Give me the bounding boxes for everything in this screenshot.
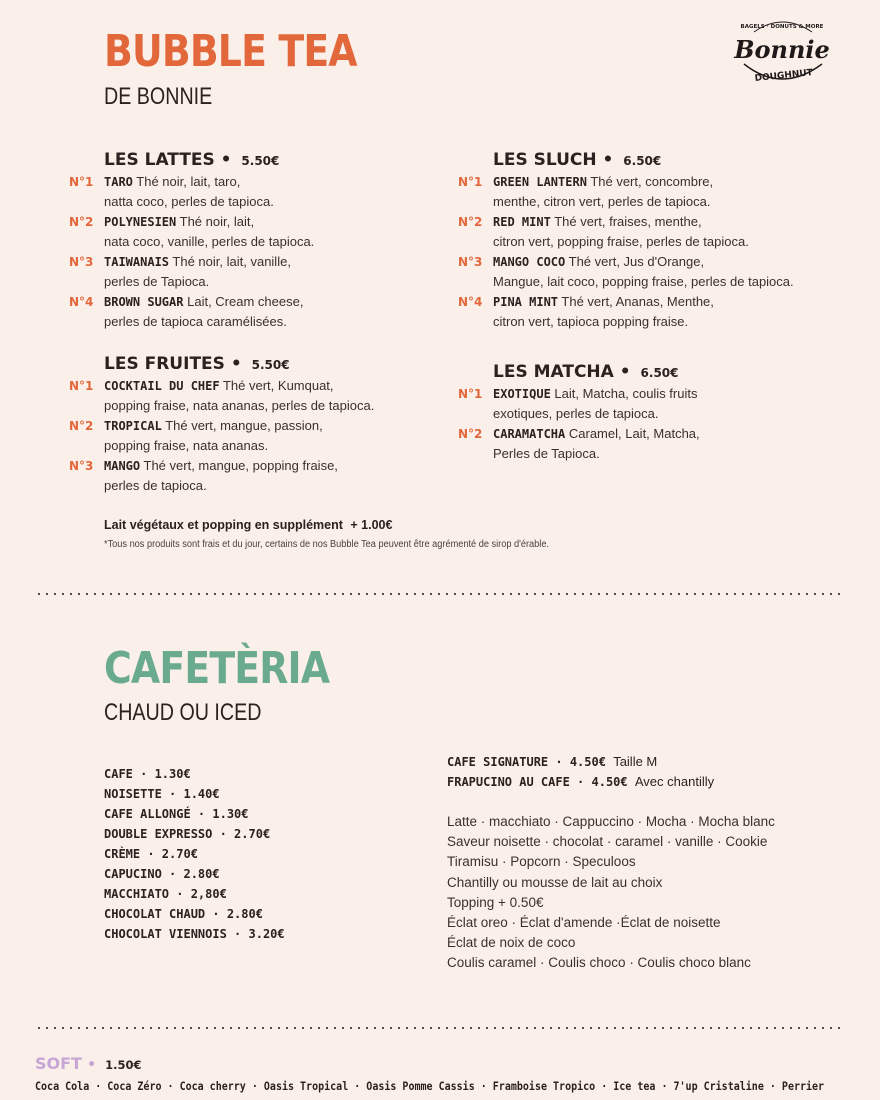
item-number: N°1 bbox=[69, 175, 94, 189]
item-desc: perles de tapioca caramélisées. bbox=[104, 314, 287, 329]
cafe-specials bbox=[447, 752, 714, 792]
svg-text:DOUGHNUT: DOUGHNUT bbox=[754, 67, 814, 85]
item-desc: Thé vert, Jus d'Orange, bbox=[568, 254, 705, 269]
item-desc: Lait, Cream cheese, bbox=[187, 294, 304, 309]
cafe-item: CRÈME · 2.70€ bbox=[104, 847, 198, 861]
menu-item bbox=[69, 376, 375, 416]
bubble-tea-title: BUBBLE TEA bbox=[104, 26, 357, 77]
soft-bullet: • bbox=[87, 1057, 97, 1073]
bubble-tea-subtitle: DE BONNIE bbox=[104, 83, 213, 110]
item-desc: Thé noir, lait, vanille, bbox=[172, 254, 291, 269]
option-line: Tiramisu · Popcorn · Speculoos bbox=[447, 854, 636, 870]
cafe-item: CAPUCINO · 2.80€ bbox=[104, 867, 220, 881]
item-name: GREEN LANTERN bbox=[493, 175, 587, 189]
cafe-item: MACCHIATO · 2,80€ bbox=[104, 887, 227, 901]
section-name: LES MATCHA bbox=[493, 362, 614, 382]
cafe-item: NOISETTE · 1.40€ bbox=[104, 787, 220, 801]
cafe-options bbox=[447, 812, 775, 974]
item-number: N°3 bbox=[69, 255, 94, 269]
section-price: 6.50€ bbox=[640, 366, 679, 380]
supplement-text: Lait végétaux et popping en supplément bbox=[104, 518, 343, 532]
item-desc: Thé vert, concombre, bbox=[590, 174, 714, 189]
item-name: COCKTAIL DU CHEF bbox=[104, 379, 220, 393]
bonnie-doughnut-logo bbox=[724, 12, 840, 94]
option-line: Éclat de noix de coco bbox=[447, 935, 576, 951]
option-line: Topping + 0.50€ bbox=[447, 894, 544, 910]
section-price: 5.50€ bbox=[241, 154, 280, 168]
cafe-frapucino bbox=[447, 772, 714, 792]
supplement-price: + 1.00€ bbox=[350, 518, 393, 532]
section-price: 5.50€ bbox=[251, 358, 290, 372]
menu-item bbox=[458, 424, 700, 464]
option-line: Coulis caramel · Coulis choco · Coulis choco blanc bbox=[447, 955, 751, 971]
item-number: N°4 bbox=[69, 295, 94, 309]
section-les-sluch bbox=[458, 150, 794, 332]
section-heading: LES SLUCH • 6.50€ bbox=[493, 150, 662, 170]
item-name: MANGO COCO bbox=[493, 255, 566, 269]
item-desc: Lait, Matcha, coulis fruits bbox=[554, 386, 698, 401]
item-desc: Thé vert, mangue, passion, bbox=[165, 418, 323, 433]
item-desc: Thé noir, lait, taro, bbox=[136, 174, 241, 189]
cafe-item: CAFE ALLONGÉ · 1.30€ bbox=[104, 807, 249, 821]
supplement-line bbox=[104, 518, 392, 532]
item-number: N°3 bbox=[458, 255, 483, 269]
item-name: TROPICAL bbox=[104, 419, 162, 433]
section-heading: LES LATTES • 5.50€ bbox=[104, 150, 280, 170]
section-heading: LES MATCHA • 6.50€ bbox=[493, 362, 679, 382]
item-name: RED MINT bbox=[493, 215, 551, 229]
item-name: EXOTIQUE bbox=[493, 387, 551, 401]
cafe-signature bbox=[447, 752, 714, 772]
item-name: POLYNESIEN bbox=[104, 215, 177, 229]
section-name: LES LATTES bbox=[104, 150, 215, 170]
item-name: CARAMATCHA bbox=[493, 427, 566, 441]
item-desc: citron vert, popping fraise, perles de tapioca. bbox=[493, 234, 749, 249]
svg-text:Bonnie: Bonnie bbox=[734, 35, 830, 64]
svg-text:BAGELS · DONUTS & MORE: BAGELS · DONUTS & MORE bbox=[740, 24, 824, 30]
menu-item bbox=[69, 292, 314, 332]
item-name: PINA MINT bbox=[493, 295, 559, 309]
signature-note: Taille M bbox=[613, 754, 658, 769]
menu-item bbox=[69, 172, 314, 212]
menu-item bbox=[69, 212, 315, 252]
item-number: N°2 bbox=[69, 419, 94, 433]
option-line: Saveur noisette · chocolat · caramel · vanille · Cookie bbox=[447, 834, 768, 850]
menu-item bbox=[458, 292, 794, 332]
option-line: Latte · macchiato · Cappuccino · Mocha · Mocha blanc bbox=[447, 814, 775, 829]
item-desc: popping fraise, nata ananas. bbox=[104, 438, 269, 453]
cafe-list bbox=[104, 764, 285, 944]
item-number: N°1 bbox=[458, 175, 483, 189]
item-desc: Mangue, lait coco, popping fraise, perles de tapioca. bbox=[493, 274, 794, 289]
item-number: N°2 bbox=[458, 215, 483, 229]
item-desc: nata coco, vanille, perles de tapioca. bbox=[104, 234, 315, 249]
section-les-matcha bbox=[458, 362, 700, 464]
item-number: N°2 bbox=[69, 215, 94, 229]
item-desc: menthe, citron vert, perles de tapioca. bbox=[493, 194, 711, 209]
item-desc: perles de Tapioca. bbox=[104, 274, 210, 289]
logo-graphic bbox=[724, 12, 840, 94]
cafe-item: DOUBLE EXPRESSO · 2.70€ bbox=[104, 827, 271, 841]
item-desc: citron vert, tapioca popping fraise. bbox=[493, 314, 689, 329]
section-les-lattes bbox=[69, 150, 315, 332]
item-desc: perles de tapioca. bbox=[104, 478, 207, 493]
cafe-item: CHOCOLAT VIENNOIS · 3.20€ bbox=[104, 927, 285, 941]
cafe-item: CAFE · 1.30€ bbox=[104, 767, 191, 781]
item-number: N°1 bbox=[69, 379, 94, 393]
frapucino-note: Avec chantilly bbox=[634, 774, 715, 789]
item-name: TARO bbox=[104, 175, 133, 189]
menu-item bbox=[69, 416, 374, 456]
cafeteria-subtitle: CHAUD OU ICED bbox=[104, 699, 262, 726]
item-desc: natta coco, perles de tapioca. bbox=[104, 194, 274, 209]
item-desc: Caramel, Lait, Matcha, bbox=[568, 426, 700, 441]
dotted-divider bbox=[35, 593, 845, 595]
soft-heading bbox=[35, 1054, 142, 1073]
cafe-item: CHOCOLAT CHAUD · 2.80€ bbox=[104, 907, 263, 921]
item-desc: Perles de Tapioca. bbox=[493, 446, 600, 461]
item-number: N°2 bbox=[458, 427, 483, 441]
menu-item bbox=[458, 252, 794, 292]
item-name: BROWN SUGAR bbox=[104, 295, 184, 309]
frapucino-name: FRAPUCINO AU CAFE · 4.50€ bbox=[447, 775, 628, 789]
section-name: LES SLUCH bbox=[493, 150, 597, 170]
item-desc: Thé vert, mangue, popping fraise, bbox=[143, 458, 338, 473]
soft-price: 1.50€ bbox=[105, 1058, 142, 1072]
menu-item bbox=[69, 252, 314, 292]
item-name: TAIWANAIS bbox=[104, 255, 170, 269]
soft-items: Coca Cola · Coca Zéro · Coca cherry · Oasis Tropical · Oasis Pomme Cassis · Framboise Tropico · Ice tea · 7'up Cristaline · Perrier bbox=[35, 1079, 825, 1093]
soft-title: SOFT bbox=[35, 1054, 82, 1073]
option-line: Chantilly ou mousse de lait au choix bbox=[447, 874, 663, 890]
section-les-fruites bbox=[69, 354, 375, 496]
section-name: LES FRUITES bbox=[104, 354, 225, 374]
footnote: *Tous nos produits sont frais et du jour, certains de nos Bubble Tea peuvent être agrémenté de sirop d'érable. bbox=[104, 539, 550, 550]
signature-name: CAFE SIGNATURE · 4.50€ bbox=[447, 755, 606, 769]
item-number: N°3 bbox=[69, 459, 94, 473]
section-price: 6.50€ bbox=[623, 154, 662, 168]
item-desc: Thé vert, Kumquat, bbox=[222, 378, 334, 393]
item-desc: Thé vert, Ananas, Menthe, bbox=[561, 294, 714, 309]
item-name: MANGO bbox=[104, 459, 141, 473]
item-desc: popping fraise, nata ananas, perles de tapioca. bbox=[104, 398, 375, 413]
item-desc: exotiques, perles de tapioca. bbox=[493, 406, 659, 421]
menu-item bbox=[458, 384, 700, 424]
item-desc: Thé vert, fraises, menthe, bbox=[554, 214, 702, 229]
section-heading: LES FRUITES • 5.50€ bbox=[104, 354, 290, 374]
menu-item bbox=[458, 172, 794, 212]
item-number: N°1 bbox=[458, 387, 483, 401]
menu-item bbox=[458, 212, 794, 252]
item-number: N°4 bbox=[458, 295, 483, 309]
cafeteria-title: CAFETÈRIA bbox=[104, 643, 330, 694]
option-line: Éclat oreo · Éclat d'amende ·Éclat de noisette bbox=[447, 915, 721, 931]
dotted-divider bbox=[35, 1027, 845, 1029]
menu-item bbox=[69, 456, 374, 496]
item-desc: Thé noir, lait, bbox=[179, 214, 255, 229]
